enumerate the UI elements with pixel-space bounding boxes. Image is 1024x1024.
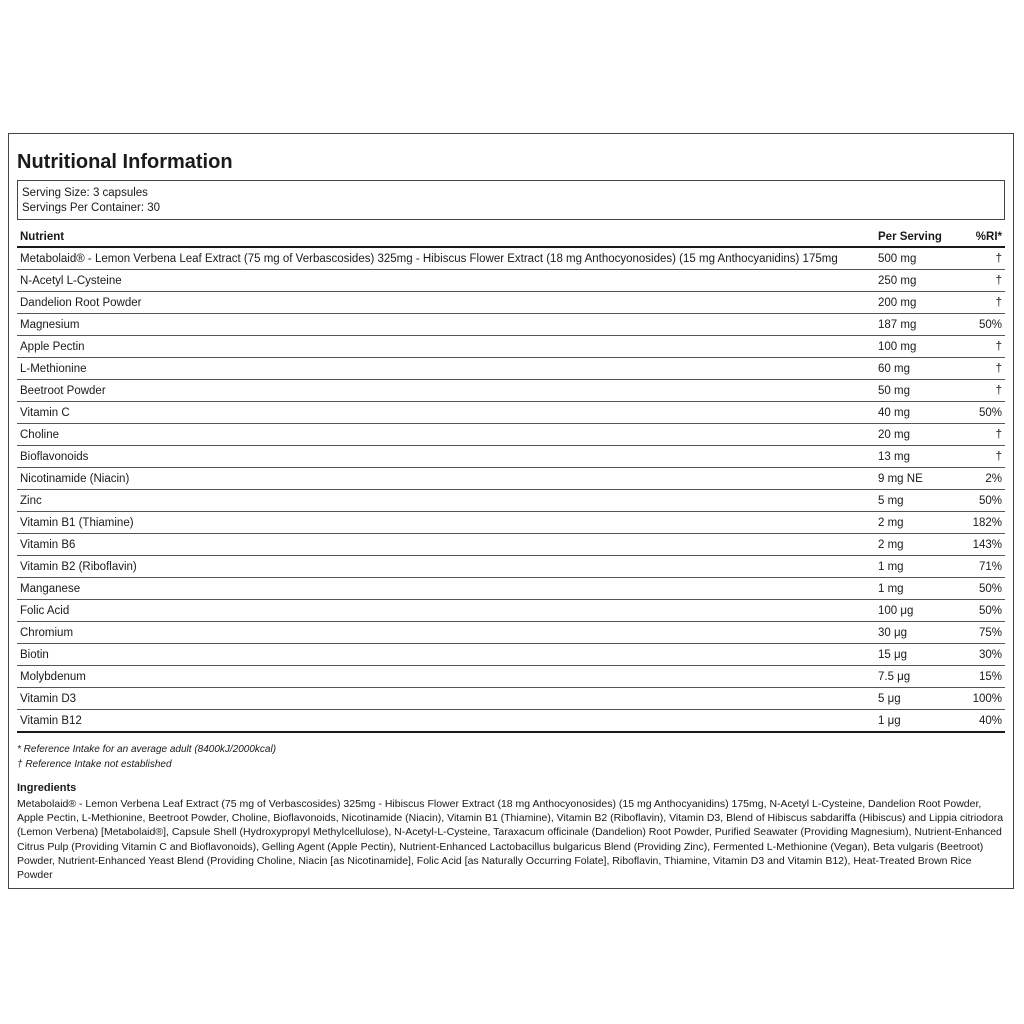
- table-row: [17, 534, 1005, 556]
- cell-per-serving: 100 mg: [875, 336, 961, 358]
- ingredients-text: Metabolaid® - Lemon Verbena Leaf Extract (75 mg of Verbascosides) 325mg - Hibiscus Flower Extract (18 mg Anthocyonosides) (15 mg Anthocyanidins) 175mg, N-Acetyl L-Cysteine, Dandelion Root Powder, Apple Pectin, L-Methionine, Beetroot Powder, Choline, Bioflavonoids, Nicotinamide (Niacin), Vitamin B1 (Thiamine), Vitamin B2 (Riboflavin), Vitamin D3, Blend of Hibiscus sabdariffa (Hibiscus) and Lippia citriodora (Lemon Verbena) [Metabolaid®], Capsule Shell (Hydroxypropyl Methylcellulose), N-Acetyl-L-Cysteine, Taraxacum officinale (Dandelion) Root Powder, Purified Seawater (Providing Magnesium), Nutrient-Enhanced Citrus Pulp (Providing Vitamin C and Bioflavonoids), Gelling Agent (Apple Pectin), Nutrient-Enhanced Lactobacillus bulgaricus Blend (Providing Zinc), Fermented L-Methionine (Vegan), Beta vulgaris (Beetroot) Powder, Nutrient-Enhanced Yeast Blend (Providing Choline, Niacin [as Nicotinamide], Folic Acid [as Naturally Occurring Folate], Riboflavin, Thiamine, Vitamin D3 and Vitamin B12), Heat-Treated Brown Rice Powder: [17, 798, 1004, 882]
- cell-per-serving: 187 mg: [875, 314, 961, 336]
- table-row: [17, 644, 1005, 666]
- page-title: Nutritional Information: [17, 151, 233, 173]
- cell-per-serving: 200 mg: [875, 292, 961, 314]
- cell-ri: 40%: [961, 710, 1005, 733]
- cell-nutrient: Vitamin B1 (Thiamine): [17, 512, 875, 534]
- cell-per-serving: 500 mg: [875, 247, 961, 270]
- cell-per-serving: 15 μg: [875, 644, 961, 666]
- cell-ri: 71%: [961, 556, 1005, 578]
- table-header-row: [17, 228, 1005, 247]
- cell-ri: 182%: [961, 512, 1005, 534]
- cell-nutrient: Nicotinamide (Niacin): [17, 468, 875, 490]
- table-row: [17, 490, 1005, 512]
- cell-ri: 50%: [961, 600, 1005, 622]
- cell-ri: 50%: [961, 314, 1005, 336]
- cell-nutrient: Folic Acid: [17, 600, 875, 622]
- cell-nutrient: Biotin: [17, 644, 875, 666]
- cell-per-serving: 2 mg: [875, 512, 961, 534]
- cell-ri: 50%: [961, 578, 1005, 600]
- cell-nutrient: Vitamin C: [17, 402, 875, 424]
- table-row: [17, 622, 1005, 644]
- cell-per-serving: 50 mg: [875, 380, 961, 402]
- cell-nutrient: N-Acetyl L-Cysteine: [17, 270, 875, 292]
- cell-ri: †: [961, 424, 1005, 446]
- cell-nutrient: L-Methionine: [17, 358, 875, 380]
- header-ri: %RI*: [961, 228, 1005, 247]
- cell-ri: †: [961, 270, 1005, 292]
- table-row: [17, 336, 1005, 358]
- cell-nutrient: Bioflavonoids: [17, 446, 875, 468]
- table-row: [17, 468, 1005, 490]
- table-row: [17, 314, 1005, 336]
- serving-info-box: [17, 180, 1005, 220]
- cell-nutrient: Molybdenum: [17, 666, 875, 688]
- nutrient-table: [17, 228, 1005, 733]
- cell-per-serving: 30 μg: [875, 622, 961, 644]
- table-row: [17, 424, 1005, 446]
- cell-per-serving: 250 mg: [875, 270, 961, 292]
- cell-nutrient: Metabolaid® - Lemon Verbena Leaf Extract (75 mg of Verbascosides) 325mg - Hibiscus Flower Extract (18 mg Anthocyonosides) (15 mg Anthocyanidins) 175mg: [17, 247, 875, 270]
- cell-per-serving: 60 mg: [875, 358, 961, 380]
- table-row: [17, 292, 1005, 314]
- table-row: [17, 358, 1005, 380]
- table-row: [17, 380, 1005, 402]
- cell-ri: †: [961, 358, 1005, 380]
- cell-ri: 30%: [961, 644, 1005, 666]
- cell-nutrient: Magnesium: [17, 314, 875, 336]
- cell-per-serving: 20 mg: [875, 424, 961, 446]
- cell-nutrient: Vitamin B12: [17, 710, 875, 733]
- cell-nutrient: Zinc: [17, 490, 875, 512]
- cell-ri: 75%: [961, 622, 1005, 644]
- cell-ri: †: [961, 446, 1005, 468]
- servings-per-container: Servings Per Container: 30: [22, 202, 161, 214]
- table-row: [17, 402, 1005, 424]
- table-row: [17, 688, 1005, 710]
- nutrient-table-body: [17, 247, 1005, 732]
- cell-ri: †: [961, 247, 1005, 270]
- footnote-reference-intake: * Reference Intake for an average adult (8400kJ/2000kcal): [17, 744, 277, 755]
- cell-nutrient: Choline: [17, 424, 875, 446]
- cell-per-serving: 5 μg: [875, 688, 961, 710]
- cell-ri: 143%: [961, 534, 1005, 556]
- table-row: [17, 600, 1005, 622]
- cell-nutrient: Dandelion Root Powder: [17, 292, 875, 314]
- cell-ri: 15%: [961, 666, 1005, 688]
- cell-per-serving: 1 μg: [875, 710, 961, 733]
- footnotes: [17, 743, 1005, 772]
- table-row: [17, 270, 1005, 292]
- cell-per-serving: 1 mg: [875, 556, 961, 578]
- cell-per-serving: 2 mg: [875, 534, 961, 556]
- cell-nutrient: Apple Pectin: [17, 336, 875, 358]
- table-row: [17, 556, 1005, 578]
- cell-nutrient: Vitamin D3: [17, 688, 875, 710]
- cell-per-serving: 1 mg: [875, 578, 961, 600]
- cell-nutrient: Chromium: [17, 622, 875, 644]
- cell-ri: 2%: [961, 468, 1005, 490]
- cell-ri: 100%: [961, 688, 1005, 710]
- cell-ri: 50%: [961, 402, 1005, 424]
- cell-nutrient: Vitamin B2 (Riboflavin): [17, 556, 875, 578]
- cell-nutrient: Beetroot Powder: [17, 380, 875, 402]
- cell-per-serving: 13 mg: [875, 446, 961, 468]
- table-row: [17, 446, 1005, 468]
- cell-per-serving: 100 μg: [875, 600, 961, 622]
- footnote-not-established: † Reference Intake not established: [17, 758, 172, 770]
- header-nutrient: Nutrient: [17, 228, 875, 247]
- serving-size: Serving Size: 3 capsules: [22, 187, 148, 199]
- table-row: [17, 512, 1005, 534]
- cell-ri: †: [961, 380, 1005, 402]
- table-row: [17, 710, 1005, 733]
- cell-ri: 50%: [961, 490, 1005, 512]
- cell-per-serving: 9 mg NE: [875, 468, 961, 490]
- cell-per-serving: 40 mg: [875, 402, 961, 424]
- cell-nutrient: Manganese: [17, 578, 875, 600]
- table-row: [17, 578, 1005, 600]
- cell-per-serving: 5 mg: [875, 490, 961, 512]
- cell-nutrient: Vitamin B6: [17, 534, 875, 556]
- table-row: [17, 666, 1005, 688]
- header-per-serving: Per Serving: [875, 228, 961, 247]
- cell-ri: †: [961, 292, 1005, 314]
- cell-per-serving: 7.5 μg: [875, 666, 961, 688]
- ingredients-title: Ingredients: [17, 782, 77, 794]
- table-row: [17, 247, 1005, 270]
- nutrition-panel: [8, 133, 1014, 889]
- cell-ri: †: [961, 336, 1005, 358]
